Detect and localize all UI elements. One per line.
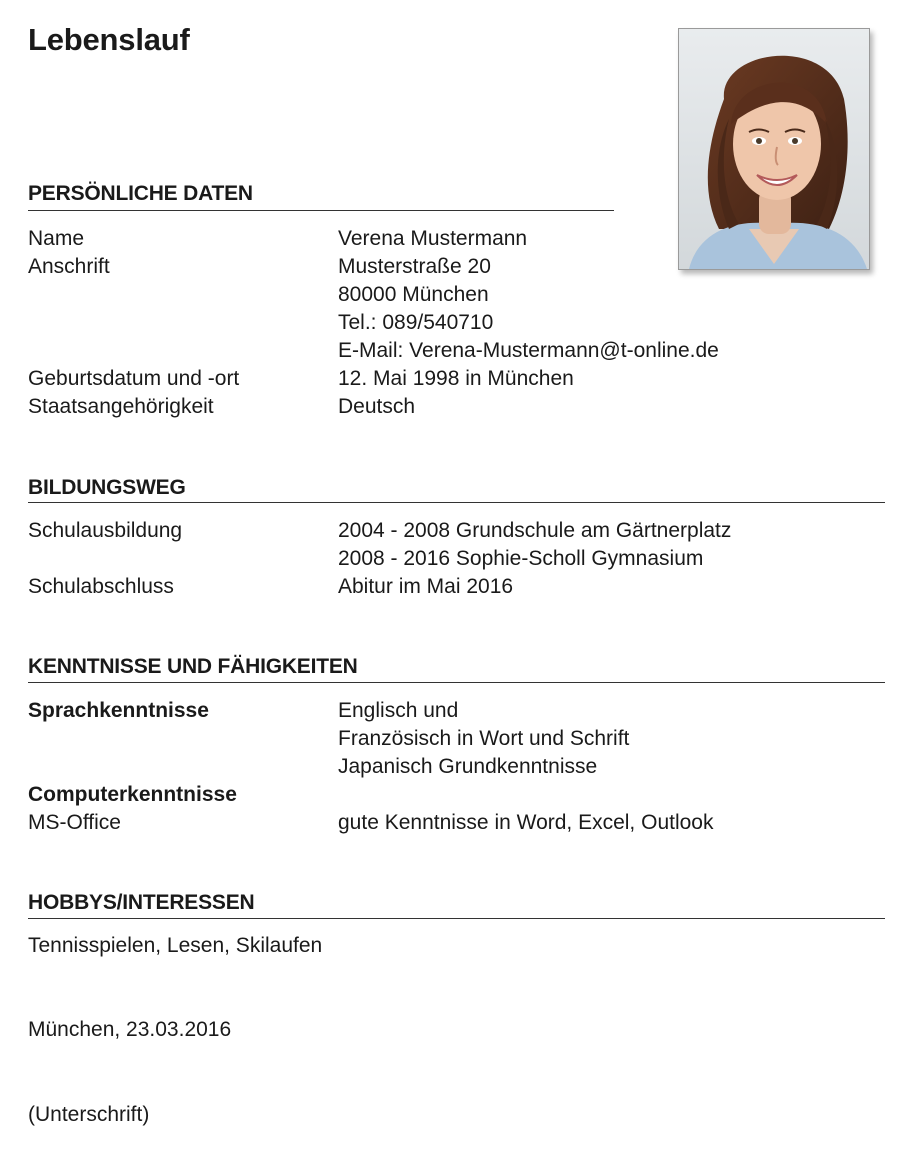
- nationality-value: Deutsch: [338, 395, 416, 418]
- place-date: München, 23.03.2016: [28, 1018, 232, 1041]
- street-value: Musterstraße 20: [338, 255, 491, 278]
- birth-label: Geburtsdatum und -ort: [28, 367, 240, 390]
- degree-label: Schulabschluss: [28, 575, 174, 598]
- city-value: 80000 München: [338, 283, 489, 306]
- degree-value: Abitur im Mai 2016: [338, 575, 514, 598]
- section-divider: [28, 502, 885, 503]
- language-entry-1: Englisch und: [338, 699, 459, 722]
- page-title: Lebenslauf: [28, 22, 190, 57]
- language-entry-3: Japanisch Grundkenntnisse: [338, 755, 598, 778]
- email-value: E-Mail: Verena-Mustermann@t-online.de: [338, 339, 719, 362]
- office-label: MS-Office: [28, 811, 121, 834]
- office-value: gute Kenntnisse in Word, Excel, Outlook: [338, 811, 714, 834]
- school-entry-2: 2008 - 2016 Sophie-Scholl Gymnasium: [338, 547, 704, 570]
- section-divider: [28, 210, 614, 211]
- section-divider: [28, 918, 885, 919]
- computer-label: Computerkenntnisse: [28, 783, 237, 806]
- nationality-label: Staatsangehörigkeit: [28, 395, 214, 418]
- portrait-photo: [678, 28, 870, 270]
- languages-label: Sprachkenntnisse: [28, 699, 209, 722]
- name-value: Verena Mustermann: [338, 227, 528, 250]
- signature-placeholder: (Unterschrift): [28, 1103, 150, 1126]
- school-label: Schulausbildung: [28, 519, 183, 542]
- hobbies-text: Tennisspielen, Lesen, Skilaufen: [28, 934, 323, 957]
- name-label: Name: [28, 227, 85, 250]
- phone-value: Tel.: 089/540710: [338, 311, 494, 334]
- section-divider: [28, 682, 885, 683]
- section-heading-skills: KENNTNISSE UND FÄHIGKEITEN: [28, 655, 358, 678]
- address-label: Anschrift: [28, 255, 110, 278]
- birth-value: 12. Mai 1998 in München: [338, 367, 574, 390]
- section-heading-education: BILDUNGSWEG: [28, 476, 186, 499]
- school-entry-1: 2004 - 2008 Grundschule am Gärtnerplatz: [338, 519, 732, 542]
- language-entry-2: Französisch in Wort und Schrift: [338, 727, 630, 750]
- section-heading-personal: PERSÖNLICHE DATEN: [28, 182, 253, 205]
- section-heading-hobbies: HOBBYS/INTERESSEN: [28, 891, 255, 914]
